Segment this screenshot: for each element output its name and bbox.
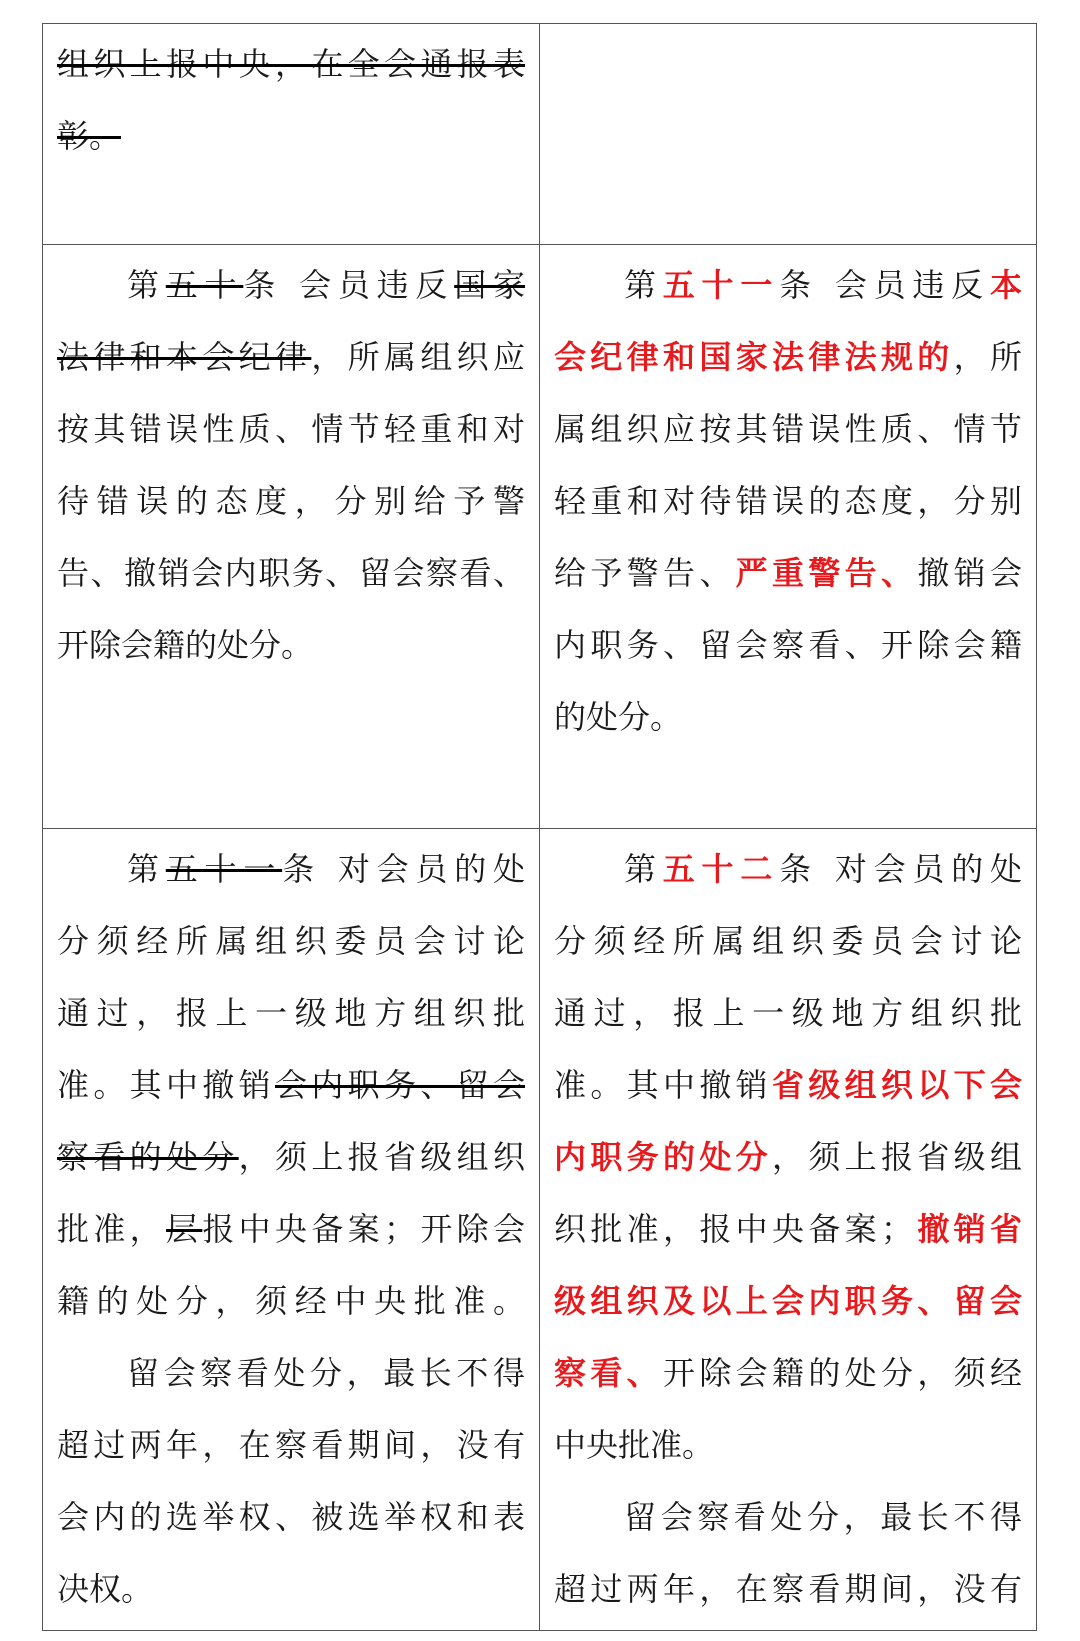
text-segment: 条 对会员的处: [779, 850, 1022, 888]
text-segment: 属组织应按其错误性质、情节: [554, 410, 1022, 448]
text-line: [554, 321, 1022, 393]
text-segment: 批准，: [57, 1210, 166, 1248]
new-text-cell: [540, 245, 1037, 829]
text-line: [57, 537, 525, 609]
text-line: [554, 1553, 1022, 1625]
text-line: [57, 1049, 525, 1121]
text-line: [57, 321, 525, 393]
text-segment: 织批准，报中央备案；: [554, 1210, 913, 1248]
text-segment: 待错误的态度，分别给予警: [57, 482, 525, 520]
text-line: [554, 977, 1022, 1049]
added-text: 会纪律和国家法律法规的: [554, 338, 954, 376]
new-text-cell: [540, 24, 1037, 245]
text-line: [554, 1049, 1022, 1121]
text-segment: 超过两年，在察看期间，没有: [554, 1570, 1022, 1608]
text-line: [554, 681, 1022, 753]
text-line: [554, 1265, 1022, 1337]
text-line: [554, 905, 1022, 977]
old-text-cell: [43, 829, 540, 1631]
text-line: [554, 1121, 1022, 1193]
text-segment: 条 对会员的处: [282, 850, 525, 888]
text-line: [57, 905, 525, 977]
text-segment: 按其错误性质、情节轻重和对: [57, 410, 525, 448]
text-segment: 内职务、留会察看、开除会籍: [554, 626, 1022, 664]
text-line: [57, 1409, 525, 1481]
text-segment: ，所属组织应: [311, 338, 525, 376]
text-segment: 决权。: [57, 1570, 154, 1608]
added-text: 严重警告、: [735, 554, 918, 592]
text-line: [57, 249, 525, 321]
text-segment: 籍的处分，须经中央批准。: [57, 1282, 525, 1320]
text-segment: 分须经所属组织委员会讨论: [554, 922, 1022, 960]
text-line: [57, 833, 525, 905]
text-segment: 开除会籍的处分。: [57, 626, 314, 664]
text-line: [57, 100, 525, 172]
text-line: [57, 1337, 525, 1409]
text-line: [57, 393, 525, 465]
table-row: [43, 24, 1037, 245]
text-line: [57, 609, 525, 681]
text-segment: 准。其中撤销: [554, 1066, 772, 1104]
text-line: [554, 1337, 1022, 1409]
text-segment: 第: [624, 266, 663, 304]
text-segment: 第: [127, 850, 166, 888]
comparison-table: [42, 23, 1037, 1631]
text-line: [57, 465, 525, 537]
new-text-cell: [540, 829, 1037, 1631]
text-segment: 超过两年，在察看期间，没有: [57, 1426, 525, 1464]
old-text-cell: [43, 24, 540, 245]
text-line: [554, 609, 1022, 681]
deleted-text: 彰。: [57, 117, 122, 155]
text-line: [554, 249, 1022, 321]
text-line: [554, 465, 1022, 537]
text-segment: 留会察看处分，最长不得: [624, 1498, 1022, 1536]
added-text: 五十二: [662, 850, 780, 888]
text-segment: 条 会员违反: [243, 266, 455, 304]
text-line: [57, 28, 525, 100]
text-line: [57, 977, 525, 1049]
text-segment: ，须上报省级组织: [238, 1138, 525, 1176]
text-line: [554, 1481, 1022, 1553]
deleted-text: 组织上报中央，在全会通报表: [57, 45, 525, 83]
text-segment: 留会察看处分，最长不得: [127, 1354, 525, 1392]
text-segment: 轻重和对待错误的态度，分别: [554, 482, 1022, 520]
text-segment: 第: [624, 850, 663, 888]
text-segment: ，须上报省级组: [772, 1138, 1022, 1176]
text-segment: 中央批准。: [554, 1426, 715, 1464]
deleted-text: 国家: [454, 266, 525, 304]
text-segment: 通过，报上一级地方组织批: [554, 994, 1022, 1032]
text-line: [57, 1265, 525, 1337]
text-line: [554, 537, 1022, 609]
added-text: 级组织及以上会内职务、留会: [554, 1282, 1022, 1320]
deleted-text: 法律和本会纪律: [57, 338, 312, 376]
text-segment: 分须经所属组织委员会讨论: [57, 922, 525, 960]
text-line: [57, 1121, 525, 1193]
added-text: 省级组织以下会: [772, 1066, 1022, 1104]
text-segment: 撤销会: [917, 554, 1022, 592]
text-segment: 通过，报上一级地方组织批: [57, 994, 525, 1032]
text-segment: 开除会籍的处分，须经: [663, 1354, 1022, 1392]
text-segment: 条 会员违反: [779, 266, 990, 304]
added-text: 察看、: [554, 1354, 663, 1392]
text-line: [554, 1193, 1022, 1265]
added-text: 五十一: [662, 266, 780, 304]
text-segment: 报中央备案；开除会: [202, 1210, 525, 1248]
text-segment: 第: [127, 266, 166, 304]
deleted-text: 五十一: [165, 850, 283, 888]
text-segment: 准。其中撤销: [57, 1066, 275, 1104]
text-segment: 给予警告、: [554, 554, 736, 592]
text-line: [57, 1481, 525, 1553]
added-text: 本: [989, 266, 1022, 304]
text-line: [554, 393, 1022, 465]
text-segment: 告、撤销会内职务、留会察看、: [57, 554, 525, 592]
added-text: 撤销省: [912, 1210, 1022, 1248]
text-line: [554, 833, 1022, 905]
deleted-text: 察看的处分: [57, 1138, 239, 1176]
text-segment: 的处分。: [554, 698, 683, 736]
text-line: [57, 1193, 525, 1265]
table-row: [43, 245, 1037, 829]
text-line: [554, 1409, 1022, 1481]
deleted-text: 五十: [165, 266, 244, 304]
added-text: 内职务的处分: [554, 1138, 772, 1176]
text-segment: 会内的选举权、被选举权和表: [57, 1498, 525, 1536]
text-segment: ，所: [953, 338, 1022, 376]
deleted-text: 层: [166, 1210, 203, 1248]
deleted-text: 会内职务、留会: [275, 1066, 525, 1104]
table-row: [43, 829, 1037, 1631]
old-text-cell: [43, 245, 540, 829]
text-line: [57, 1553, 525, 1625]
